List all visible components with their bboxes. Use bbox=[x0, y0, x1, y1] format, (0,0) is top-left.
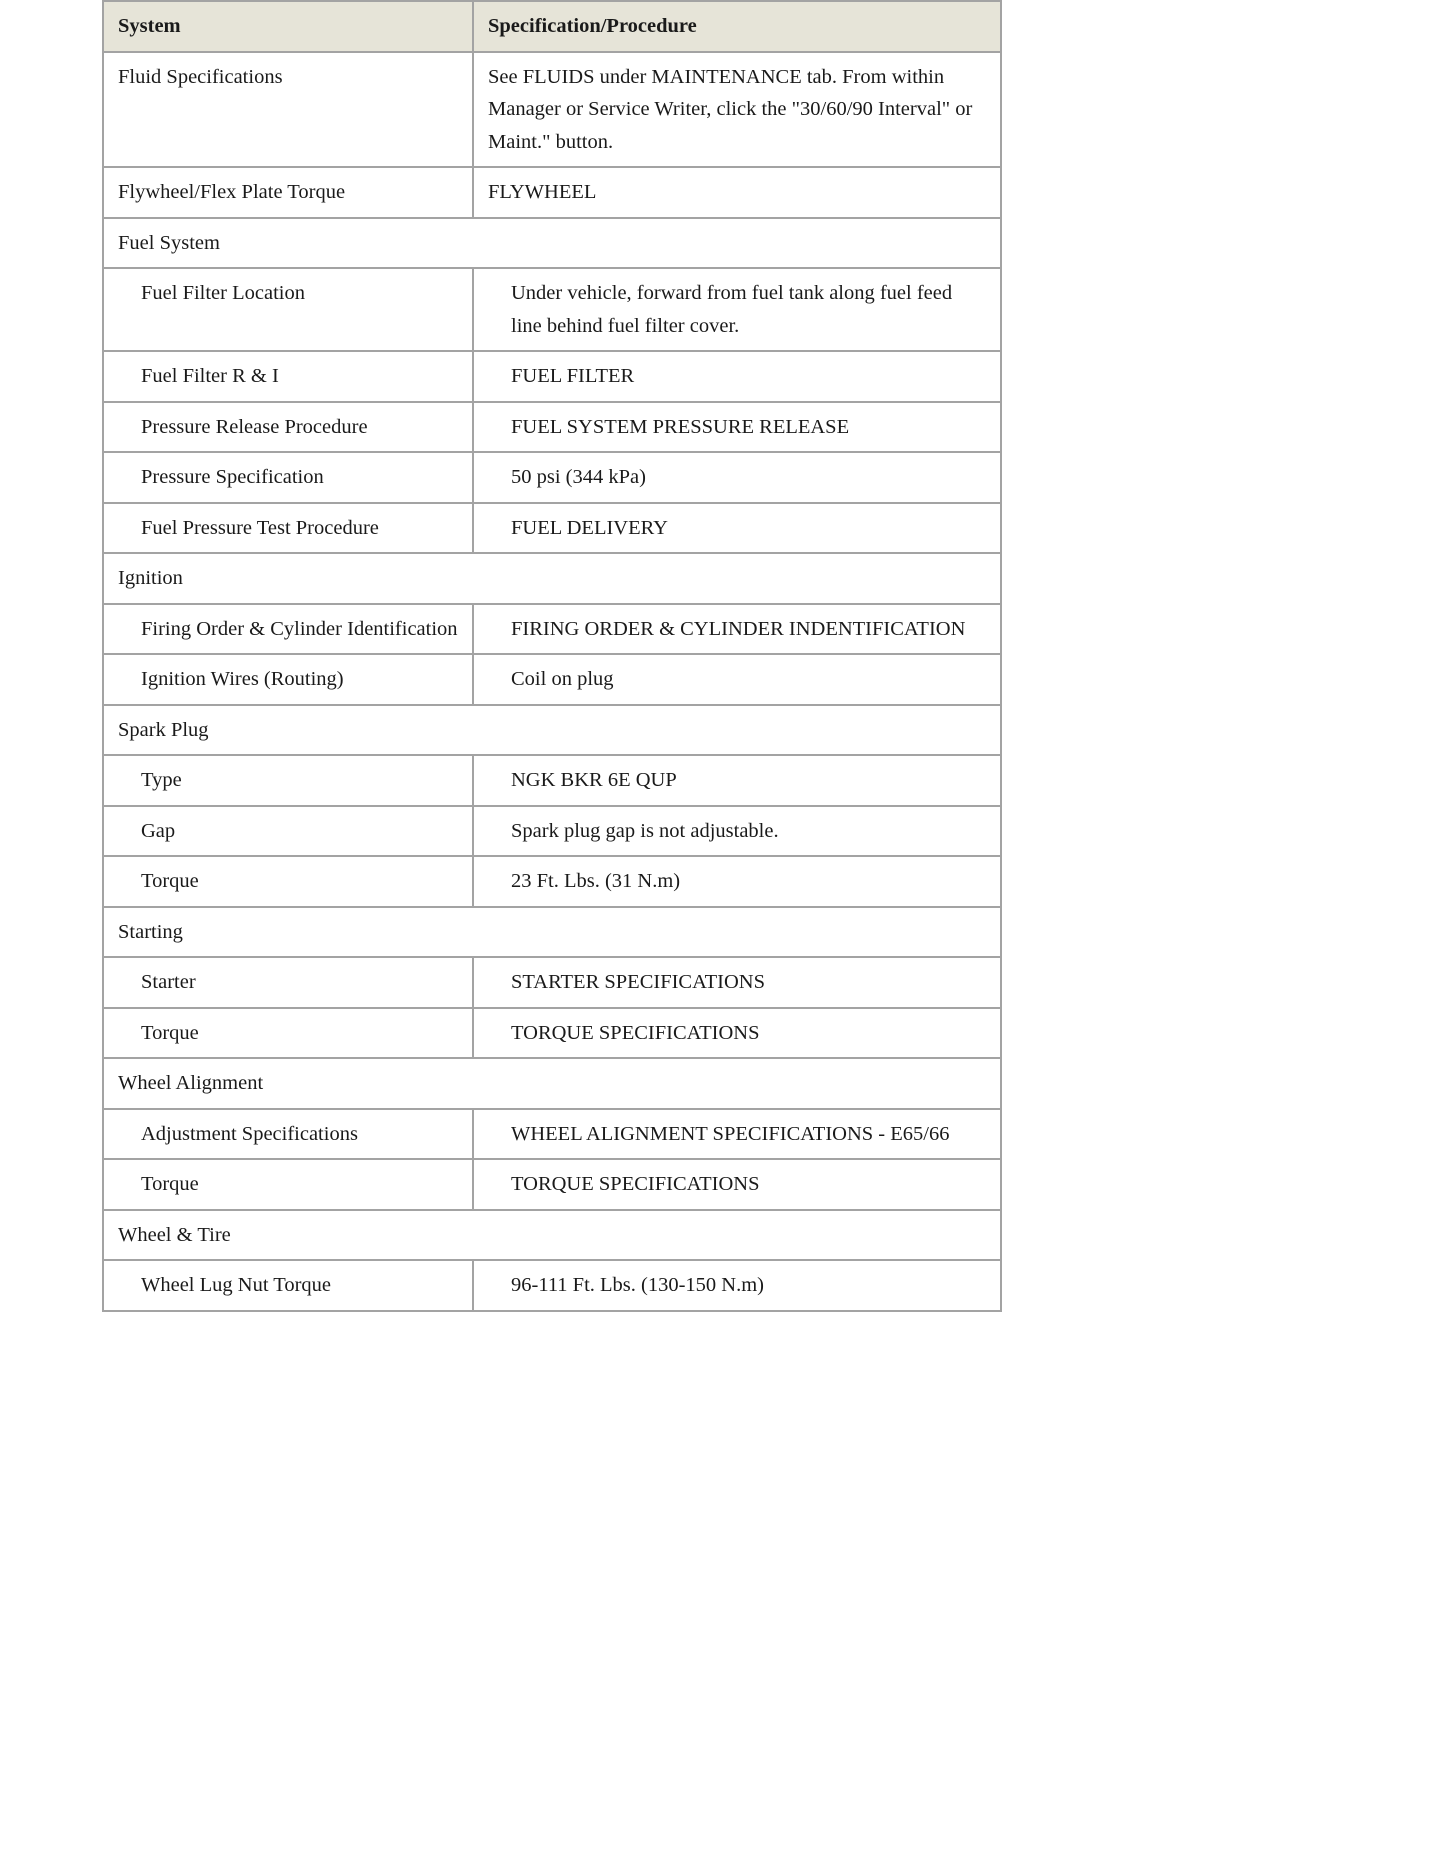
specification-cell: WHEEL ALIGNMENT SPECIFICATIONS - E65/66 bbox=[473, 1109, 1001, 1160]
specification-cell: 50 psi (344 kPa) bbox=[473, 452, 1001, 503]
system-cell: Torque bbox=[103, 1159, 473, 1210]
system-cell: Ignition Wires (Routing) bbox=[103, 654, 473, 705]
section-row bbox=[103, 218, 1001, 269]
table-body bbox=[103, 52, 1001, 1311]
system-cell: Starter bbox=[103, 957, 473, 1008]
specification-cell: Under vehicle, forward from fuel tank along fuel feed line behind fuel filter cover. bbox=[473, 268, 1001, 351]
specification-cell: Spark plug gap is not adjustable. bbox=[473, 806, 1001, 857]
specification-cell: Coil on plug bbox=[473, 654, 1001, 705]
system-cell: Type bbox=[103, 755, 473, 806]
table-row bbox=[103, 654, 1001, 705]
specification-cell: FUEL FILTER bbox=[473, 351, 1001, 402]
specification-cell: FUEL DELIVERY bbox=[473, 503, 1001, 554]
table-row bbox=[103, 806, 1001, 857]
specification-cell: 23 Ft. Lbs. (31 N.m) bbox=[473, 856, 1001, 907]
table-row bbox=[103, 1159, 1001, 1210]
specification-cell: STARTER SPECIFICATIONS bbox=[473, 957, 1001, 1008]
specification-cell: TORQUE SPECIFICATIONS bbox=[473, 1159, 1001, 1210]
section-row bbox=[103, 1058, 1001, 1109]
table-row bbox=[103, 856, 1001, 907]
table-header bbox=[103, 1, 1001, 52]
system-cell: Wheel Lug Nut Torque bbox=[103, 1260, 473, 1311]
header-row bbox=[103, 1, 1001, 52]
section-row bbox=[103, 705, 1001, 756]
table-row bbox=[103, 1109, 1001, 1160]
system-cell: Fluid Specifications bbox=[103, 52, 473, 168]
section-label: Fuel System bbox=[103, 218, 1001, 269]
header-system: System bbox=[103, 1, 473, 52]
section-label: Ignition bbox=[103, 553, 1001, 604]
table-row bbox=[103, 402, 1001, 453]
table-row bbox=[103, 1260, 1001, 1311]
system-cell: Gap bbox=[103, 806, 473, 857]
specification-cell: NGK BKR 6E QUP bbox=[473, 755, 1001, 806]
section-row bbox=[103, 907, 1001, 958]
table-row bbox=[103, 52, 1001, 168]
section-label: Spark Plug bbox=[103, 705, 1001, 756]
specification-cell: See FLUIDS under MAINTENANCE tab. From within Manager or Service Writer, click the "30/60/90 Interval" or Maint." button. bbox=[473, 52, 1001, 168]
specification-cell: TORQUE SPECIFICATIONS bbox=[473, 1008, 1001, 1059]
table-row bbox=[103, 604, 1001, 655]
system-cell: Fuel Filter R & I bbox=[103, 351, 473, 402]
system-cell: Firing Order & Cylinder Identification bbox=[103, 604, 473, 655]
table-row bbox=[103, 351, 1001, 402]
table-row bbox=[103, 503, 1001, 554]
section-label: Starting bbox=[103, 907, 1001, 958]
specification-cell: 96-111 Ft. Lbs. (130-150 N.m) bbox=[473, 1260, 1001, 1311]
section-row bbox=[103, 553, 1001, 604]
section-row bbox=[103, 1210, 1001, 1261]
system-cell: Fuel Filter Location bbox=[103, 268, 473, 351]
table-row bbox=[103, 957, 1001, 1008]
system-cell: Torque bbox=[103, 856, 473, 907]
system-cell: Pressure Specification bbox=[103, 452, 473, 503]
system-cell: Fuel Pressure Test Procedure bbox=[103, 503, 473, 554]
system-cell: Flywheel/Flex Plate Torque bbox=[103, 167, 473, 218]
specification-cell: FUEL SYSTEM PRESSURE RELEASE bbox=[473, 402, 1001, 453]
section-label: Wheel & Tire bbox=[103, 1210, 1001, 1261]
table-row bbox=[103, 452, 1001, 503]
system-cell: Pressure Release Procedure bbox=[103, 402, 473, 453]
table-row bbox=[103, 268, 1001, 351]
table-row bbox=[103, 755, 1001, 806]
table-row bbox=[103, 167, 1001, 218]
section-label: Wheel Alignment bbox=[103, 1058, 1001, 1109]
system-cell: Adjustment Specifications bbox=[103, 1109, 473, 1160]
system-cell: Torque bbox=[103, 1008, 473, 1059]
specification-cell: FLYWHEEL bbox=[473, 167, 1001, 218]
header-specification: Specification/Procedure bbox=[473, 1, 1001, 52]
table-row bbox=[103, 1008, 1001, 1059]
specification-cell: FIRING ORDER & CYLINDER INDENTIFICATION bbox=[473, 604, 1001, 655]
spec-table bbox=[102, 0, 1002, 1312]
